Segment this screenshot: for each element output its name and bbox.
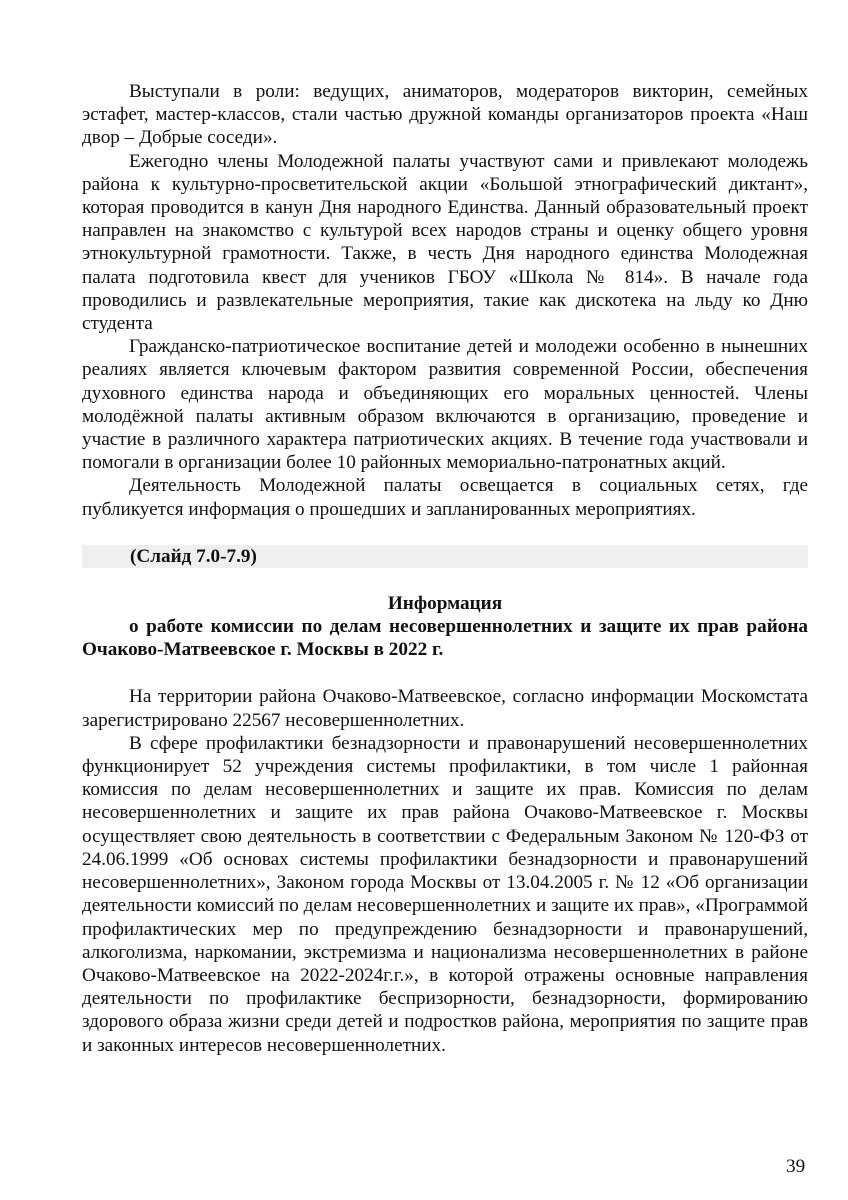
document-page xyxy=(82,80,808,1057)
slide-reference-label: (Слайд 7.0-7.9) xyxy=(130,545,257,567)
body-paragraph: Ежегодно члены Молодежной палаты участвуют сами и привлекают молодежь района к культурно-просветительской акции «Большой этнографический диктант», которая проводится в канун Дня народного Единства. Данный образовательный проект направлен на знакомство с культурой всех народов страны и оценку общего уровня этнокультурной грамотности. Также, в честь Дня народного единства Молодежная палата подготовила квест для учеников ГБОУ «Школа № 814». В начале года проводились и развлекательные мероприятия, такие как дискотека на льду ко Дню студента xyxy=(82,150,808,335)
section-heading-title: Информация xyxy=(387,592,503,614)
page-number: 39 xyxy=(786,1156,806,1177)
slide-reference-band xyxy=(82,545,808,568)
body-paragraph: Гражданско-патриотическое воспитание детей и молодежи особенно в нынешних реалиях является ключевым фактором развития современной России, обеспечения духовного единства народа и объединяющих его моральных ценностей. Члены молодёжной палаты активным образом включаются в организацию, проведение и участие в различного характера патриотических акциях. В течение года участвовали и помогали в организации более 10 районных мемориально-патронатных акций. xyxy=(82,336,808,474)
body-paragraph: Выступали в роли: ведущих, аниматоров, модераторов викторин, семейных эстафет, мастер-классов, стали частью дружной команды организаторов проекта «Наш двор – Добрые соседи». xyxy=(82,81,808,149)
section-heading-subtitle: о работе комиссии по делам несовершеннолетних и защите их прав района Очаково-Матвеевское г. Москвы в 2022 г. xyxy=(82,616,808,661)
body-paragraph: Деятельность Молодежной палаты освещается в социальных сетях, где публикуется информация о прошедших и запланированных мероприятиях. xyxy=(82,475,808,520)
spacer xyxy=(82,661,808,685)
body-paragraph: В сфере профилактики безнадзорности и правонарушений несовершеннолетних функционирует 52 учреждения системы профилактики, в том числе 1 районная комиссия по делам несовершеннолетних и защите их прав. Комиссия по делам несовершеннолетних и защите их прав района Очаково-Матвеевское г. Москвы осуществляет свою деятельность в соответствии с Федеральным Законом № 120-ФЗ от 24.06.1999 «Об основах системы профилактики безнадзорности и правонарушений несовершеннолетних», Законом города Москвы от 13.04.2005 г. № 12 «Об организации деятельности комиссий по делам несовершеннолетних и защите их прав», «Программой профилактических мер по предупреждению безнадзорности и правонарушений, алкоголизма, наркомании, экстремизма и национализма несовершеннолетних в районе Очаково-Матвеевское на 2022-2024г.г.», в которой отражены основные направления деятельности по профилактике беспризорности, безнадзорности, формированию здорового образа жизни среди детей и подростков района, мероприятия по защите прав и законных интересов несовершеннолетних. xyxy=(82,732,808,1056)
body-paragraph: На территории района Очаково-Матвеевское, согласно информации Москомстата зарегистрировано 22567 несовершеннолетних. xyxy=(82,686,808,731)
